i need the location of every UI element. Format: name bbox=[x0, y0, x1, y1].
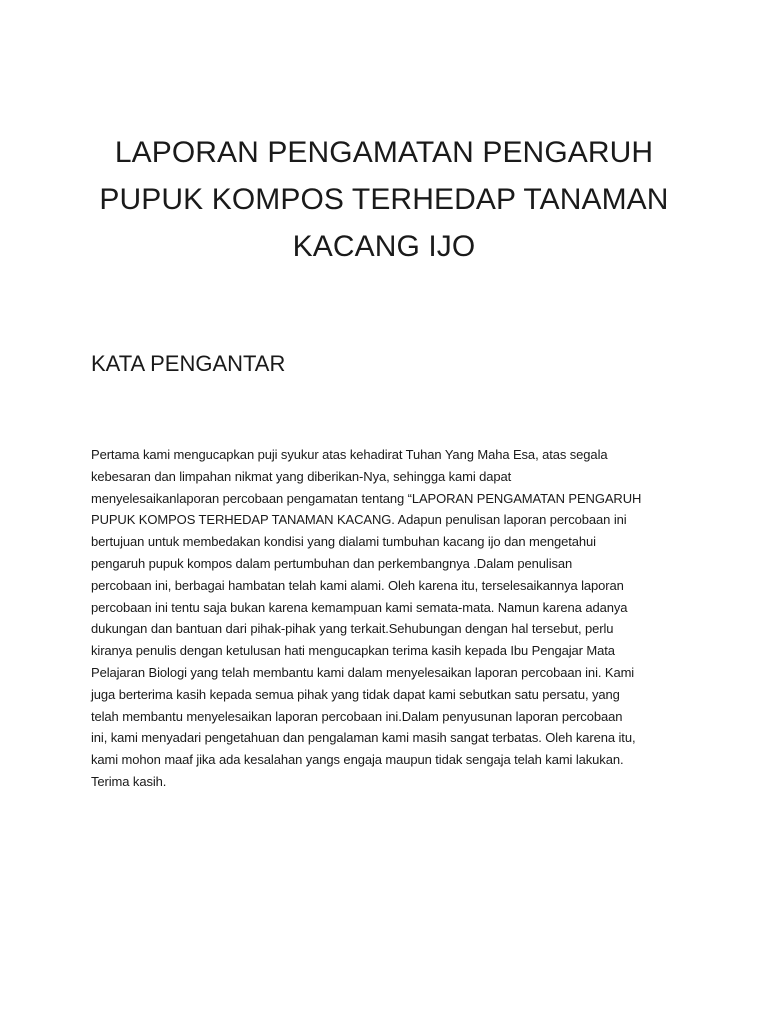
paragraph-line: PUPUK KOMPOS TERHEDAP TANAMAN KACANG. Adapun penulisan laporan percobaan ini bbox=[91, 512, 627, 528]
paragraph-line: kami mohon maaf jika ada kesalahan yangs engaja maupun tidak sengaja telah kami lakukan. bbox=[91, 752, 624, 768]
paragraph-line: Terima kasih. bbox=[91, 773, 167, 789]
paragraph-line: percobaan ini, berbagai hambatan telah kami alami. Oleh karena itu, terselesaikannya laporan bbox=[91, 577, 624, 593]
body-paragraph bbox=[91, 444, 701, 793]
paragraph-line: dukungan dan bantuan dari pihak-pihak yang terkait.Sehubungan dengan hal tersebut, perlu bbox=[91, 621, 614, 637]
paragraph-line: percobaan ini tentu saja bukan karena kemampuan kami semata-mata. Namun karena adanya bbox=[91, 599, 628, 615]
paragraph-line: telah membantu menyelesaikan laporan percobaan ini.Dalam penyusunan laporan percobaan bbox=[91, 708, 623, 724]
section-heading: KATA PENGANTAR bbox=[91, 351, 286, 376]
paragraph-line: Pelajaran Biologi yang telah membantu kami dalam menyelesaikan laporan percobaan ini. Kami bbox=[91, 664, 635, 680]
title-line: KACANG IJO bbox=[292, 230, 476, 263]
paragraph-line: ini, kami menyadari pengetahuan dan pengalaman kami masih sangat terbatas. Oleh karena itu, bbox=[91, 730, 636, 746]
paragraph-line: bertujuan untuk membedakan kondisi yang dialami tumbuhan kacang ijo dan mengetahui bbox=[91, 534, 596, 550]
title-line: LAPORAN PENGAMATAN PENGARUH bbox=[114, 136, 654, 169]
paragraph-line: pengaruh pupuk kompos dalam pertumbuhan dan perkembangnya .Dalam penulisan bbox=[91, 555, 573, 571]
paragraph-line: menyelesaikanlaporan percobaan pengamatan tentang “LAPORAN PENGAMATAN PENGARUH bbox=[91, 490, 642, 506]
paragraph-line: juga berterima kasih kepada semua pihak yang tidak dapat kami sebutkan satu persatu, yang bbox=[91, 686, 620, 702]
document-title bbox=[80, 129, 688, 270]
paragraph-line: kebesaran dan limpahan nikmat yang diberikan-Nya, sehingga kami dapat bbox=[91, 468, 512, 484]
paragraph-line: Pertama kami mengucapkan puji syukur atas kehadirat Tuhan Yang Maha Esa, atas segala bbox=[91, 447, 608, 462]
paragraph-line: kiranya penulis dengan ketulusan hati mengucapkan terima kasih kepada Ibu Pengajar Mata bbox=[91, 643, 615, 659]
title-line: PUPUK KOMPOS TERHEDAP TANAMAN bbox=[99, 183, 669, 216]
